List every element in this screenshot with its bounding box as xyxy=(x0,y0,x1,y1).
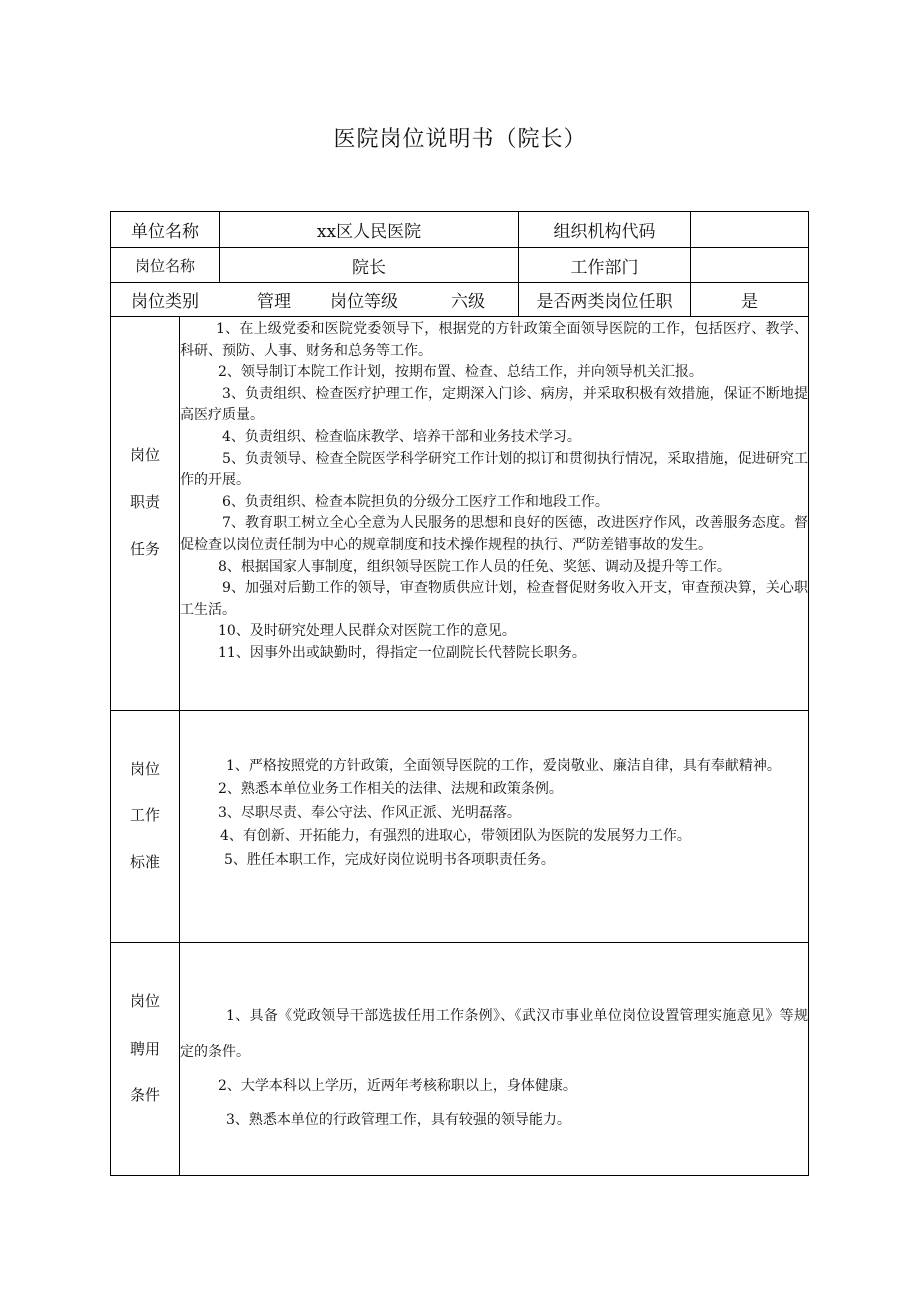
dept-value xyxy=(691,248,808,282)
category-label: 岗位类别 xyxy=(131,292,199,312)
standards-label-line: 工作 xyxy=(129,806,160,824)
standards-list xyxy=(180,755,808,872)
standard-item: 3、尽职尽责、奉公守法、作风正派、光明磊落。 xyxy=(218,804,521,821)
row-divider xyxy=(110,316,809,317)
duty-item: 6、负责组织、检查本院担负的分级分工医疗工作和地段工作。 xyxy=(222,493,609,510)
duty-item: 4、负责组织、检查临床教学、培养干部和业务技术学习。 xyxy=(222,428,581,445)
conditions-label xyxy=(111,942,179,1176)
duties-label-line: 职责 xyxy=(129,493,160,511)
unit-value: xx区人民医院 xyxy=(316,222,422,242)
grade-label: 岗位等级 xyxy=(330,292,398,312)
duties-label-line: 岗位 xyxy=(129,446,160,464)
duty-item: 11、因事外出或缺勤时，得指定一位副院长代替院长职务。 xyxy=(218,644,586,661)
standard-item: 5、胜任本职工作，完成好岗位说明书各项职责任务。 xyxy=(224,851,555,868)
dept-label: 工作部门 xyxy=(570,257,639,278)
org-code-label: 组织机构代码 xyxy=(553,222,656,242)
post-name-label: 岗位名称 xyxy=(134,256,195,275)
dual-post-label: 是否两类岗位任职 xyxy=(536,292,673,312)
org-code-value xyxy=(691,212,808,247)
conditions-label-line: 聘用 xyxy=(129,1040,160,1058)
standards-label-line: 岗位 xyxy=(129,760,160,778)
row-divider xyxy=(110,710,809,711)
standard-item: 1、严格按照党的方针政策，全面领导医院的工作，爱岗敬业、廉洁自律，具有奉献精神。 xyxy=(226,758,781,774)
conditions-label-line: 条件 xyxy=(129,1086,160,1104)
unit-label: 单位名称 xyxy=(131,222,199,242)
standard-item: 4、有创新、开拓能力，有强烈的进取心，带领团队为医院的发展努力工作。 xyxy=(220,828,691,845)
standard-item: 2、熟悉本单位业务工作相关的法律、法规和政策条例。 xyxy=(218,781,563,798)
dual-post-value: 是 xyxy=(741,292,758,312)
standards-label-line: 标准 xyxy=(129,853,160,871)
duty-item: 1、在上级党委和医院党委领导下，根据党的方针政策全面领导医院的工作，包括医疗、教学、科研、预防、人事、财务和总务等工作。 xyxy=(180,321,808,359)
duty-item: 7、教育职工树立全心全意为人民服务的思想和良好的医德，改进医疗作风，改善服务态度。督促检查以岗位责任制为中心的规章制度和技术操作规程的执行、严防差错事故的发生。 xyxy=(180,515,808,553)
duties-label-line: 任务 xyxy=(129,540,160,558)
category-value: 管理 xyxy=(257,292,291,312)
conditions-list xyxy=(180,998,808,1132)
standards-label xyxy=(111,710,179,942)
page-title: 医院岗位说明书（院长） xyxy=(333,127,587,152)
post-name-value: 院长 xyxy=(352,257,386,278)
duty-item: 8、根据国家人事制度，组织领导医院工作人员的任免、奖惩、调动及提升等工作。 xyxy=(218,558,731,575)
grade-value: 六级 xyxy=(451,292,485,312)
duties-label xyxy=(111,316,179,710)
duty-item: 10、及时研究处理人民群众对医院工作的意见。 xyxy=(218,623,516,640)
duty-item: 9、加强对后勤工作的领导，审查物质供应计划，检查督促财务收入开支，审查预决算，关心职工生活。 xyxy=(180,580,808,618)
duties-list xyxy=(180,319,808,665)
conditions-label-line: 岗位 xyxy=(129,992,160,1010)
duty-item: 5、负责领导、检查全院医学科学研究工作计划的拟订和贯彻执行情况，采取措施，促进研究工作的开展。 xyxy=(180,450,808,489)
condition-item: 1、具备《党政领导干部选拔任用工作条例》、《武汉市事业单位岗位设置管理实施意见》等规定的条件。 xyxy=(180,1008,808,1060)
condition-item: 2、大学本科以上学历，近两年考核称职以上，身体健康。 xyxy=(218,1078,577,1094)
duty-item: 2、领导制订本院工作计划，按期布置、检查、总结工作，并向领导机关汇报。 xyxy=(218,364,703,381)
condition-item: 3、熟悉本单位的行政管理工作，具有较强的领导能力。 xyxy=(226,1112,571,1128)
row-divider xyxy=(110,942,809,943)
duty-item: 3、负责组织、检查医疗护理工作，定期深入门诊、病房，并采取积极有效措施，保证不断地提高医疗质量。 xyxy=(180,385,808,424)
